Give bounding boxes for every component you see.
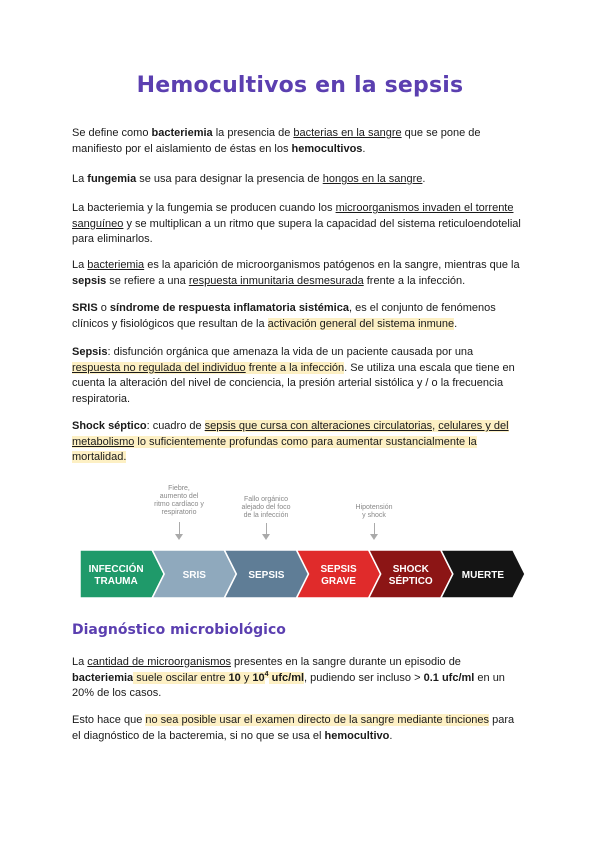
paragraph-fungemia: La fungemia se usa para designar la presencia de hongos en la sangre. bbox=[72, 173, 426, 185]
note-shock: Hipotensión y shock bbox=[355, 504, 393, 519]
stage-3 bbox=[297, 550, 381, 598]
paragraph-shock-septico: Shock séptico: cuadro de sepsis que cursa con alteraciones circulatorias, celulares y del metabolismo lo suficientemente profundas como para aumentar sustancialmente la mortalidad. bbox=[72, 420, 509, 463]
paragraph-sris: SRIS o síndrome de respuesta inflamatoria sistémica, es el conjunto de fenómenos clínicos y fisiológicos que resultan de la activación general del sistema inmune. bbox=[72, 302, 496, 330]
stage-label: SRIS bbox=[182, 570, 206, 581]
paragraph-examen-directo: Esto hace que no sea posible usar el examen directo de la sangre mediante tinciones para el diagnóstico de la bacteremia, si no que se usa el hemocultivo. bbox=[72, 714, 515, 742]
stage-label: SEPSIS bbox=[320, 564, 357, 575]
section-heading: Diagnóstico microbiológico bbox=[72, 622, 286, 638]
stage-4 bbox=[369, 550, 453, 598]
stage-5 bbox=[441, 550, 525, 598]
paragraph-cantidad: La cantidad de microorganismos presentes en la sangre durante un episodio de bacteriemia suele oscilar entre 10 y $10^4$ ufc/ml, pudiendo ser incluso > 0.1 ufc/ml en un 20% de los casos. bbox=[72, 656, 505, 699]
stage-label: MUERTE bbox=[461, 570, 505, 581]
stage-1 bbox=[152, 550, 236, 598]
stage-label: TRAUMA bbox=[94, 576, 138, 587]
paragraph-bacteriemia: Se define como bacteriemia la presencia de bacterias en la sangre que se pone de manifiesto por el aislamiento de éstas en los hemocultivos. bbox=[72, 127, 481, 155]
arrowhead-shock bbox=[370, 534, 378, 540]
page-title: Hemocultivos en la sepsis bbox=[136, 73, 464, 98]
stage-chevrons bbox=[80, 546, 525, 602]
stage-label: INFECCIÓN bbox=[88, 564, 144, 575]
note-sris: Fiebre, aumento del ritmo cardíaco y respiratorio bbox=[154, 485, 204, 516]
stage-label: SHOCK bbox=[392, 564, 429, 575]
paragraph-bacteriemia-sepsis: La bacteriemia es la aparición de microorganismos patógenos en la sangre, mientras que la sepsis se refiere a una respuesta inmunitaria desmesurada frente a la infección. bbox=[72, 259, 520, 287]
arrowhead-sris bbox=[175, 534, 183, 540]
stage-label: GRAVE bbox=[321, 576, 356, 587]
note-sepsis: Fallo orgánico alejado del foco de la infección bbox=[241, 496, 291, 519]
stage-2 bbox=[224, 550, 308, 598]
paragraph-invasion: La bacteriemia y la fungemia se producen cuando los microorganismos invaden el torrente sanguíneo y se multiplican a un ritmo que supera la capacidad del sistema reticuloendotelial para eliminarlos. bbox=[72, 202, 521, 245]
arrowhead-sepsis bbox=[262, 534, 270, 540]
stage-label: SÉPTICO bbox=[388, 576, 433, 587]
paragraph-sepsis: Sepsis: disfunción orgánica que amenaza la vida de un paciente causada por una respuesta no regulada del individuo frente a la infección. Se utiliza una escala que tiene en cuenta la alteración del nivel de conciencia, la presión arterial sistólica y / o la frecuencia respiratoria. bbox=[72, 346, 515, 405]
stage-0 bbox=[80, 550, 164, 598]
stage-label: SEPSIS bbox=[248, 570, 285, 581]
sepsis-progression-diagram bbox=[80, 482, 525, 602]
